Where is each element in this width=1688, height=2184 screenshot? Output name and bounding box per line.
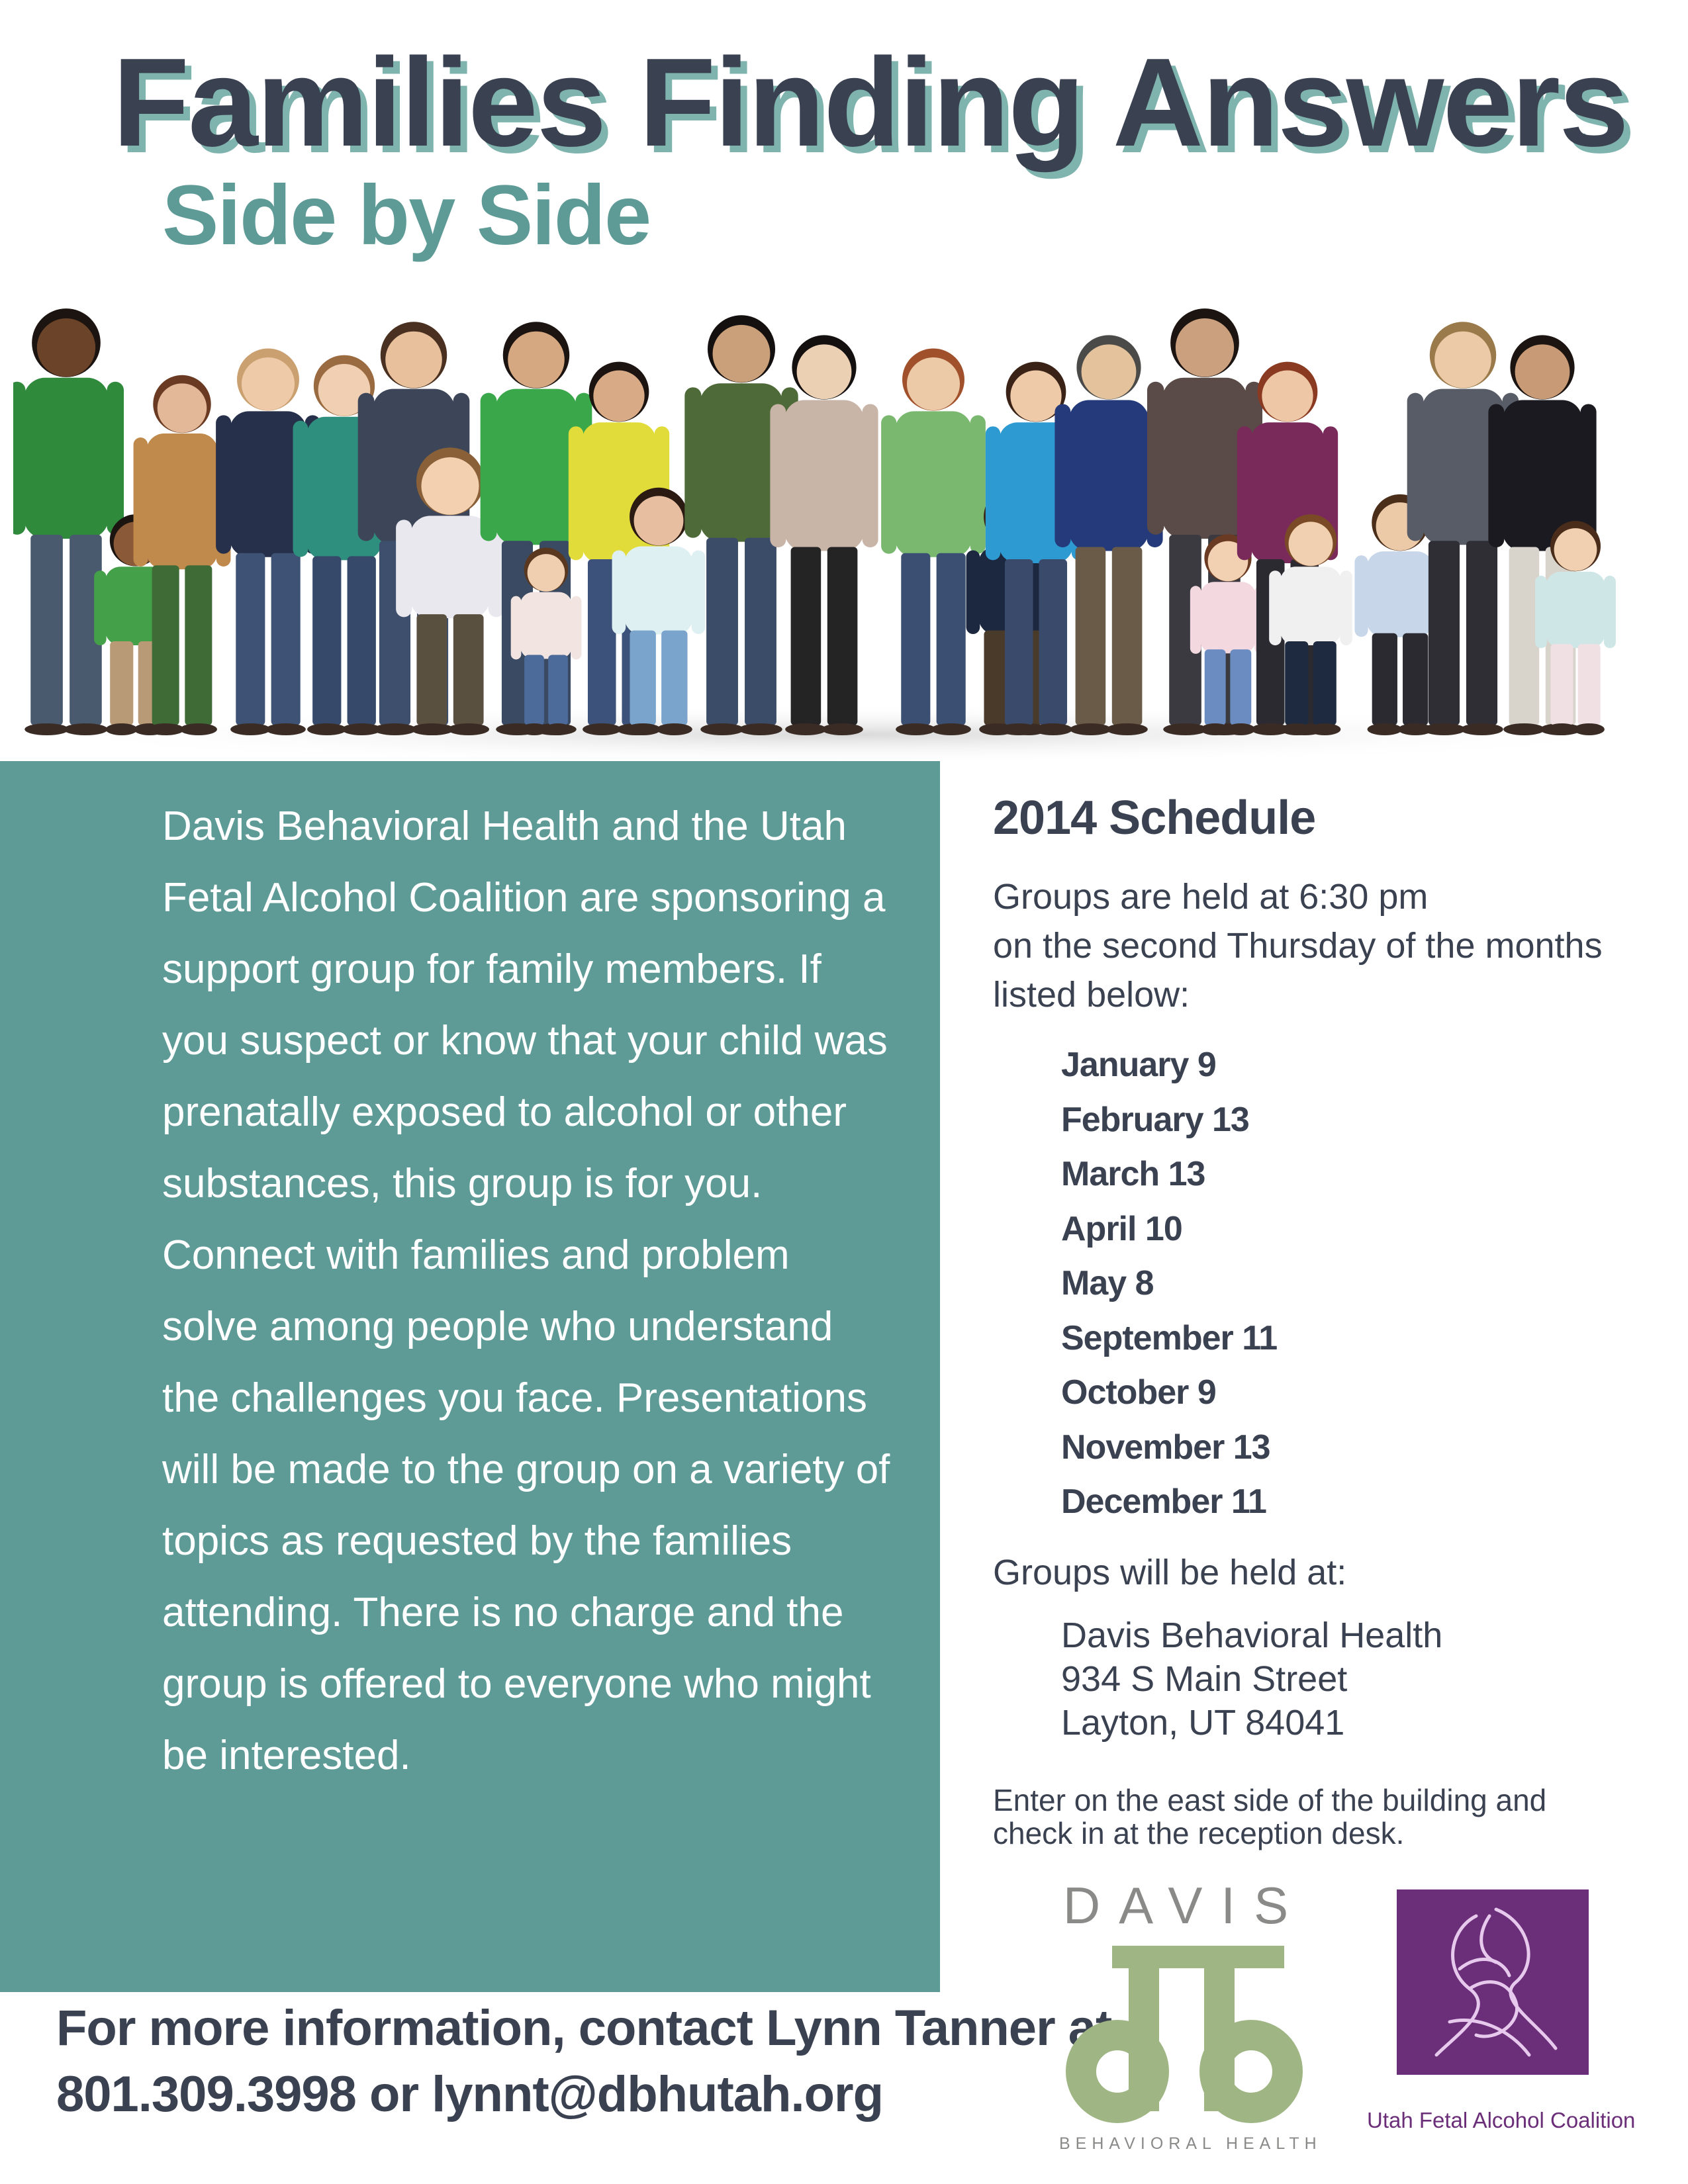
davis-monogram-icon bbox=[1066, 1946, 1304, 2131]
address-line-1: Davis Behavioral Health bbox=[1061, 1615, 1443, 1655]
group-of-families-photo bbox=[13, 265, 1675, 768]
schedule-date: May 8 bbox=[1061, 1264, 1154, 1302]
schedule-date: January 9 bbox=[1061, 1046, 1216, 1084]
schedule-date: February 13 bbox=[1061, 1100, 1249, 1139]
schedule-intro-line-1: Groups are held at 6:30 pm bbox=[993, 877, 1429, 917]
flyer-subtitle: Side by Side bbox=[162, 168, 651, 263]
davis-logo-word: DAVIS bbox=[1062, 1876, 1307, 1934]
entry-line-2: check in at the reception desk. bbox=[993, 1816, 1405, 1850]
schedule-date: April 10 bbox=[1061, 1209, 1182, 1248]
schedule-date: December 11 bbox=[1061, 1482, 1266, 1521]
schedule-date: November 13 bbox=[1061, 1428, 1270, 1467]
utah-fetal-alcohol-coalition-logo bbox=[1397, 1889, 1589, 2075]
location-address bbox=[1061, 1614, 1442, 1745]
flyer-title: Families Finding Answers bbox=[113, 32, 1628, 173]
davis-logo-subtitle: BEHAVIORAL HEALTH bbox=[1059, 2134, 1322, 2153]
contact-info bbox=[56, 1995, 1112, 2128]
schedule-title: 2014 Schedule bbox=[993, 792, 1316, 844]
mother-child-outline-icon bbox=[1397, 1889, 1589, 2075]
schedule-date: September 11 bbox=[1061, 1318, 1278, 1357]
schedule-intro-line-2: on the second Thursday of the months bbox=[993, 926, 1603, 966]
schedule-intro bbox=[993, 872, 1655, 1019]
ufac-logo-caption: Utah Fetal Alcohol Coalition bbox=[1367, 2108, 1636, 2132]
schedule-intro-line-3: listed below: bbox=[993, 975, 1190, 1015]
schedule-date: March 13 bbox=[1061, 1155, 1205, 1193]
schedule-date: October 9 bbox=[1061, 1373, 1216, 1412]
contact-line-2: 801.309.3998 or lynnt@dbhutah.org bbox=[56, 2066, 884, 2122]
schedule-dates-list bbox=[1061, 1038, 1277, 1529]
contact-line-1: For more information, contact Lynn Tanner at bbox=[56, 2000, 1112, 2056]
entry-instructions bbox=[993, 1784, 1622, 1850]
location-label: Groups will be held at: bbox=[993, 1553, 1347, 1592]
davis-behavioral-health-logo bbox=[1059, 1876, 1322, 2158]
address-line-3: Layton, UT 84041 bbox=[1061, 1703, 1345, 1743]
address-line-2: 934 S Main Street bbox=[1061, 1659, 1348, 1699]
description-text: Davis Behavioral Health and the Utah Fetal Alcohol Coalition are sponsoring a support group for family members. If you suspect or know that your child was prenatally exposed to alcohol or other substances, this group is for you. Connect with families and problem solve among people who understand the challenges you face. Presentations will be made to the group on a variety of topics as requested by the families attending. There is no charge and the group is offered to everyone who might be interested. bbox=[162, 803, 890, 1778]
entry-line-1: Enter on the east side of the building and bbox=[993, 1783, 1547, 1817]
